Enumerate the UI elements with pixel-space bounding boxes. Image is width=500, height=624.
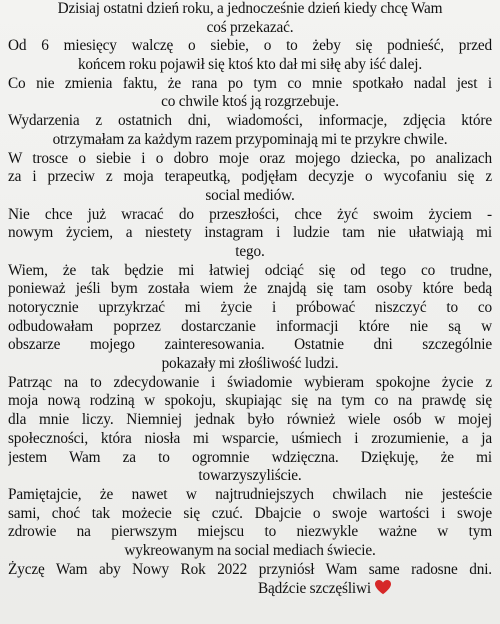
text-line: odbudowałam poprzez dostarczanie informacji które nie są w — [8, 317, 492, 335]
text-line: Co nie zmienia faktu, że rana po tym co mnie spotkało nadal jest i — [8, 74, 492, 92]
text-line: Nie chce już wracać do przeszłości, chce żyć swoim życiem - — [8, 205, 492, 223]
text-line: nowym życiem, a niestety instagram i ludzie tam nie ułatwiają mi — [8, 224, 492, 242]
text-line: tego. — [235, 242, 265, 260]
heart-shape — [375, 580, 391, 594]
text-line: Dzisiaj ostatni dzień roku, a jednocześnie dzień kiedy chcę Wam — [57, 0, 443, 17]
text-line: notorycznie uprzykrzać mi życie i próbować niszczyć to co — [8, 299, 492, 316]
text-line: Wiem, że tak będzie mi łatwiej odciąć się od tego co trudne, — [8, 261, 492, 279]
red-heart-icon — [374, 579, 392, 595]
text-line: moja nową rodziną w spokoju, skupiając się na tym co na prawdę się — [8, 392, 492, 410]
text-line: obszarze mojego zainteresowania. Ostatnie dni szczególnie — [8, 336, 492, 354]
text-line: końcem roku pojawił się ktoś kto dał mi siłę aby iść dalej. — [77, 56, 423, 74]
closing-text: Bądźcie szczęśliwi — [257, 580, 372, 598]
text-line: Pamiętajcie, że nawet w najtrudniejszych chwilach nie jesteście — [8, 485, 492, 503]
text-line: Wydarzenia z ostatnich dni, wiadomości, informacje, zdjęcia które — [8, 112, 492, 130]
text-line: coś przekazać. — [206, 18, 294, 36]
text-line: Patrząc na to zdecydowanie i świadomie wybieram spokojne życie z — [8, 373, 492, 391]
text-line: towarzyszyliście. — [198, 467, 302, 485]
text-line: jestem Wam za to ogromnie wdzięczna. Dziękuję, że mi — [8, 448, 492, 466]
text-line: zdrowie na pierwszym miejscu to niezwykle ważne w tym — [8, 523, 492, 541]
text-line: społeczności, która niosła mi wsparcie, uśmiech i zrozumienie, a ja — [8, 429, 492, 447]
text-line: pokazały mi złośliwość ludzi. — [161, 355, 339, 373]
text-line: Życzę Wam aby Nowy Rok 2022 przyniósł Wam same radosne dni. — [8, 560, 492, 578]
text-line: wykreowanym na social mediach świecie. — [124, 541, 376, 559]
text-line: sami, choć tak możecie się czuć. Dbajcie o swoje wartości i swoje — [8, 504, 492, 522]
text-line: social mediów. — [205, 186, 295, 204]
text-line: za i przeciw z moja terapeutką, podjęłam decyzje o wycofaniu się z — [8, 168, 492, 186]
text-line: dla mnie liczy. Niemniej jednak było również wiele osób w mojej — [8, 411, 492, 429]
text-line: ponieważ jeśli bym została wiem że znajdą się tam osoby które bedą — [8, 280, 492, 298]
message-text — [8, 0, 492, 598]
text-line: otrzymałam za każdym razem przypominają mi te przykre chwile. — [52, 130, 448, 148]
closing-line — [8, 579, 492, 598]
text-line: Od 6 miesięcy walczę o siebie, o to żeby się podnieść, przed — [8, 37, 492, 55]
text-line: co chwile ktoś ją rozgrzebuje. — [161, 93, 339, 111]
text-line: W trosce o siebie i o dobro moje oraz mojego dziecka, po analizach — [8, 149, 492, 167]
